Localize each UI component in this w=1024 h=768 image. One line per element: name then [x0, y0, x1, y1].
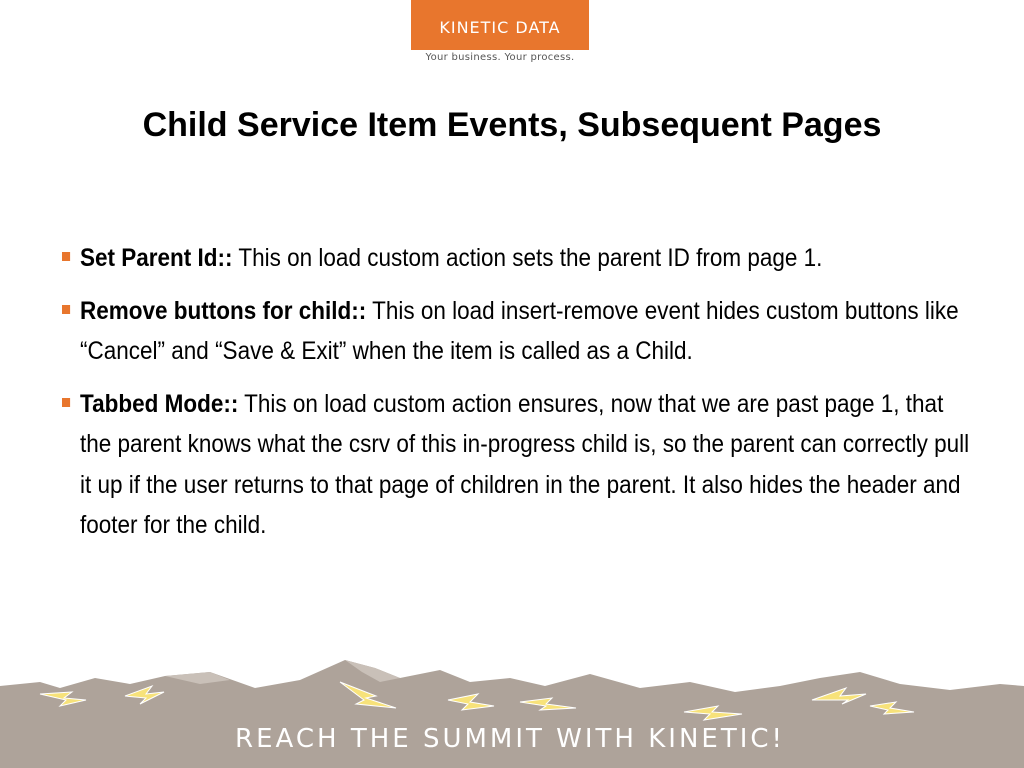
- bullet-item-remove-buttons: [62, 291, 980, 372]
- bullet-text: This on load insert-remove event hides custom buttons like “Cancel” and “Save & Exit” when the item is called as a Child.: [80, 296, 959, 365]
- bullet-term: Tabbed Mode::: [80, 389, 239, 418]
- slide-title: Child Service Item Events, Subsequent Pages: [142, 106, 882, 144]
- bullet-square-icon: [62, 252, 70, 261]
- bullet-text: This on load custom action sets the parent ID from page 1.: [232, 244, 823, 272]
- bullet-item-set-parent-id: [62, 238, 980, 279]
- logo-tagline: Your business. Your process.: [425, 52, 575, 63]
- bullet-square-icon: [62, 398, 70, 407]
- bullet-square-icon: [62, 305, 70, 314]
- logo-brand: KINETIC DATA: [411, 0, 589, 50]
- bullet-text: This on load custom action ensures, now that we are past page 1, that the parent knows what the csrv of this in-progress child is, so the parent can correctly pull it up if the user returns to that page of children in the parent. It also hides the header and footer for the child.: [80, 389, 970, 539]
- bullet-item-tabbed-mode: [62, 384, 980, 546]
- kinetic-data-logo: [411, 0, 591, 68]
- bullet-list: [62, 238, 970, 558]
- bullet-term: Remove buttons for child::: [80, 296, 367, 325]
- footer-slogan: REACH THE SUMMIT WITH KINETIC!: [235, 724, 785, 754]
- bullet-term: Set Parent Id::: [80, 244, 233, 272]
